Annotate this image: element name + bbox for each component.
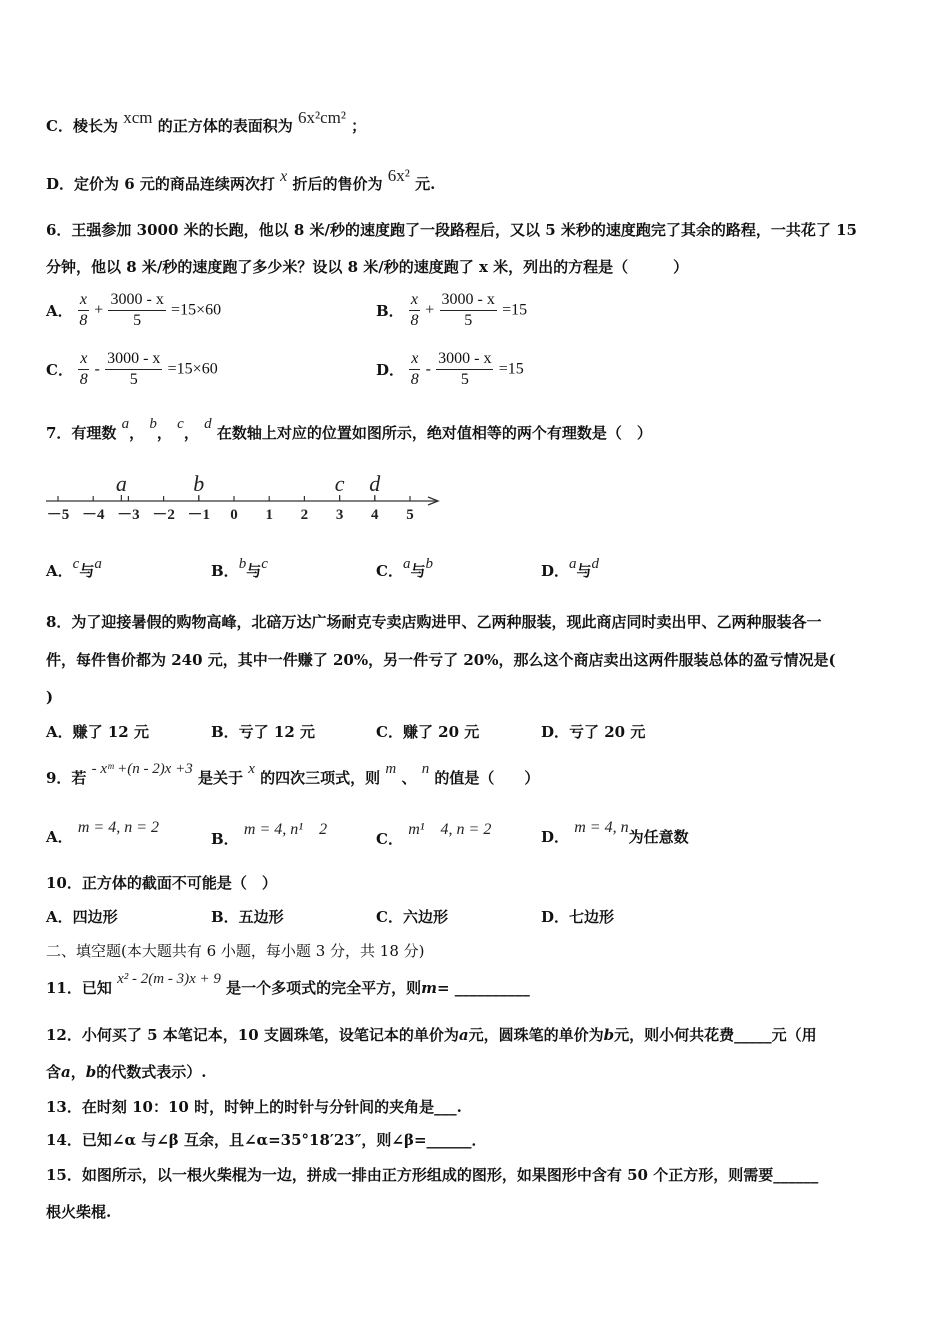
q8-stem-line3: ) <box>46 688 54 706</box>
section-heading-fill-in: 二、填空题(本大题共有 6 小题，每小题 3 分，共 18 分) <box>46 942 425 960</box>
q9-option-d: D． m = 4, n为任意数 <box>541 819 689 846</box>
point-c-label: c <box>334 475 345 496</box>
tick-label: －3 <box>117 507 140 523</box>
tick-label: －2 <box>152 507 175 523</box>
q7-number-line <box>44 475 464 525</box>
tick-label: 0 <box>230 507 238 523</box>
q8-option-b: B．亏了 12 元 <box>211 723 315 741</box>
q9-stem: 9．若 - xᵐ +(n - 2)x +3 是关于 x 的四次三项式，则 m 、 n 的值是（ ） <box>46 761 540 787</box>
q10-stem: 10．正方体的截面不可能是（ ） <box>46 874 277 892</box>
tick-label: 4 <box>371 507 379 523</box>
tick-label: 3 <box>335 507 344 523</box>
q11-stem: 11．已知 x² - 2(m - 3)x + 9 是一个多项式的完全平方，则m= __________ <box>46 971 530 997</box>
point-d-label: d <box>369 475 381 496</box>
q8-stem-line2: 件，每件售价都为 240 元，其中一件赚了 20%，另一件亏了 20%，那么这个商店卖出这两件服装总体的盈亏情况是( <box>46 651 836 669</box>
q9-option-c: C． m¹ 4, n = 2 <box>376 821 492 848</box>
q14-stem: 14．已知∠α 与∠β 互余，且∠α=35°18′23″，则∠β=______． <box>46 1131 487 1149</box>
q6-option-a: A． $\frac{x}{8}$ + $\frac{3000 - x}{5}$ =15×60 <box>46 291 222 329</box>
q7-option-b: B．b与c <box>211 556 268 580</box>
q9-option-a: A． m = 4, n = 2 <box>46 819 160 846</box>
tick-label: －1 <box>187 507 211 523</box>
q10-option-d: D．七边形 <box>541 908 615 926</box>
tick-label: 2 <box>300 507 309 523</box>
q6-stem-line1: 6．王强参加 3000 米的长跑，他以 8 米/秒的速度跑了一段路程后，又以 5 米秒的速度跑完了其余的路程，一共花了 15 <box>46 221 857 239</box>
q6-option-b: B． $\frac{x}{8}$ + $\frac{3000 - x}{5}$ =15 <box>376 291 528 329</box>
q10-option-b: B．五边形 <box>211 908 284 926</box>
q8-stem-line1: 8．为了迎接暑假的购物高峰，北碚万达广场耐克专卖店购进甲、乙两种服装，现此商店同时卖出甲、乙两种服装各一 <box>46 613 822 631</box>
tick-label: －5 <box>46 507 70 523</box>
tick-label: －4 <box>81 507 105 523</box>
q10-option-a: A．四边形 <box>46 908 118 926</box>
q15-stem-line1: 15．如图所示，以一根火柴棍为一边，拼成一排由正方形组成的图形，如果图形中含有 50 个正方形，则需要______ <box>46 1166 819 1184</box>
q15-stem-line2: 根火柴棍. <box>46 1203 112 1221</box>
point-a-label: a <box>115 475 127 496</box>
q8-option-d: D．亏了 20 元 <box>541 723 646 741</box>
q7-option-c: C．a与b <box>376 556 433 580</box>
q7-stem: 7．有理数 a， b， c， d 在数轴上对应的位置如图所示，绝对值相等的两个有理数是（ ） <box>46 416 652 442</box>
q10-option-c: C．六边形 <box>376 908 448 926</box>
q8-option-a: A．赚了 12 元 <box>46 723 149 741</box>
q5-c-math-2: 6x²cm² <box>297 108 346 127</box>
point-b-label: b <box>193 475 205 496</box>
q6-option-c: C． $\frac{x}{8}$ - $\frac{3000 - x}{5}$ =15×60 <box>46 350 218 388</box>
q7-option-d: D．a与d <box>541 556 600 580</box>
q5-d-math-1: x <box>280 168 288 185</box>
q9-option-b: B． m = 4, n¹ 2 <box>211 821 328 848</box>
q5-option-d: D．定价为 6 元的商品连续两次打 x 折后的售价为 6x² 元. <box>46 166 436 193</box>
q6-stem-line2: 分钟，他以 8 米/秒的速度跑了多少米？设以 8 米/秒的速度跑了 x 米，列出的方程是（ ） <box>46 258 689 276</box>
q8-option-c: C．赚了 20 元 <box>376 723 480 741</box>
q5-option-c: C．棱长为 xcm 的正方体的表面积为 6x²cm² ； <box>46 108 367 135</box>
q12-stem-line2: 含a，b的代数式表示）. <box>46 1063 207 1081</box>
q7-option-a: A．c与a <box>46 556 102 580</box>
tick-label: 1 <box>265 507 273 523</box>
q12-stem-line1: 12．小何买了 5 本笔记本，10 支圆珠笔，设笔记本的单价为a元，圆珠笔的单价为b元，则小何共花费_____元（用 <box>46 1026 817 1044</box>
tick-label: 5 <box>406 507 414 523</box>
q13-stem: 13．在时刻 10：10 时，时钟上的时针与分针间的夹角是___. <box>46 1098 462 1116</box>
q5-c-math-1: xcm <box>123 108 153 127</box>
q5-d-math-2: 6x² <box>387 166 410 185</box>
q6-option-d: D． $\frac{x}{8}$ - $\frac{3000 - x}{5}$ =15 <box>376 350 524 388</box>
